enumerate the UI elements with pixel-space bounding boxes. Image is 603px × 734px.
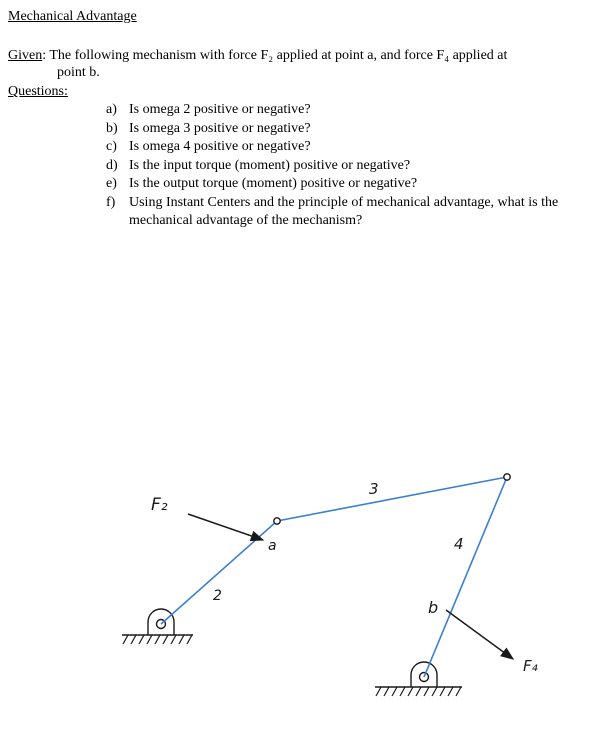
given-label: Given [8,48,43,63]
question-letter: e) [106,176,117,191]
given-continuation: point b. [57,65,100,80]
questions-heading: Questions: [8,84,68,99]
page-title: Mechanical Advantage [8,9,137,24]
question-letter: c) [106,139,117,154]
label-point-a: a [268,538,277,554]
question-text: Is the output torque (moment) positive or negative? [129,176,418,191]
link-3 [277,477,507,521]
label-link-2: 2 [213,588,222,604]
label-force-2: F₂ [151,495,168,515]
given-text: The following mechanism with force F₂ applied at point a, and force F₄ applied at [49,48,508,63]
link-2 [161,521,277,624]
question-text: Is the input torque (moment) positive or negative? [129,157,411,173]
question-text: Is omega 4 positive or negative? [129,139,311,154]
ground-pivot-o4 [375,662,462,696]
question-text: Using Instant Centers and the principle of mechanical advantage, what is the mechanical advantage of the mechanism? [129,194,559,228]
link-4 [424,477,507,677]
given-separator: : [42,48,47,63]
question-text: Is omega 2 positive or negative? [129,102,311,117]
ground-pivot-o2 [122,609,193,644]
joint-b-top [504,474,510,480]
question-text: Is omega 3 positive or negative? [129,120,311,136]
question-letter: d) [106,157,118,173]
question-letter: f) [106,194,116,210]
force-4-arrow [446,610,513,659]
label-point-b: b [428,598,439,617]
question-letter: b) [106,120,118,136]
label-link-3: 3 [369,480,379,498]
joint-a [274,518,280,524]
label-force-4: F₄ [523,657,538,675]
label-link-4: 4 [454,535,464,553]
question-letter: a) [106,102,117,117]
force-2-arrow [188,514,263,540]
